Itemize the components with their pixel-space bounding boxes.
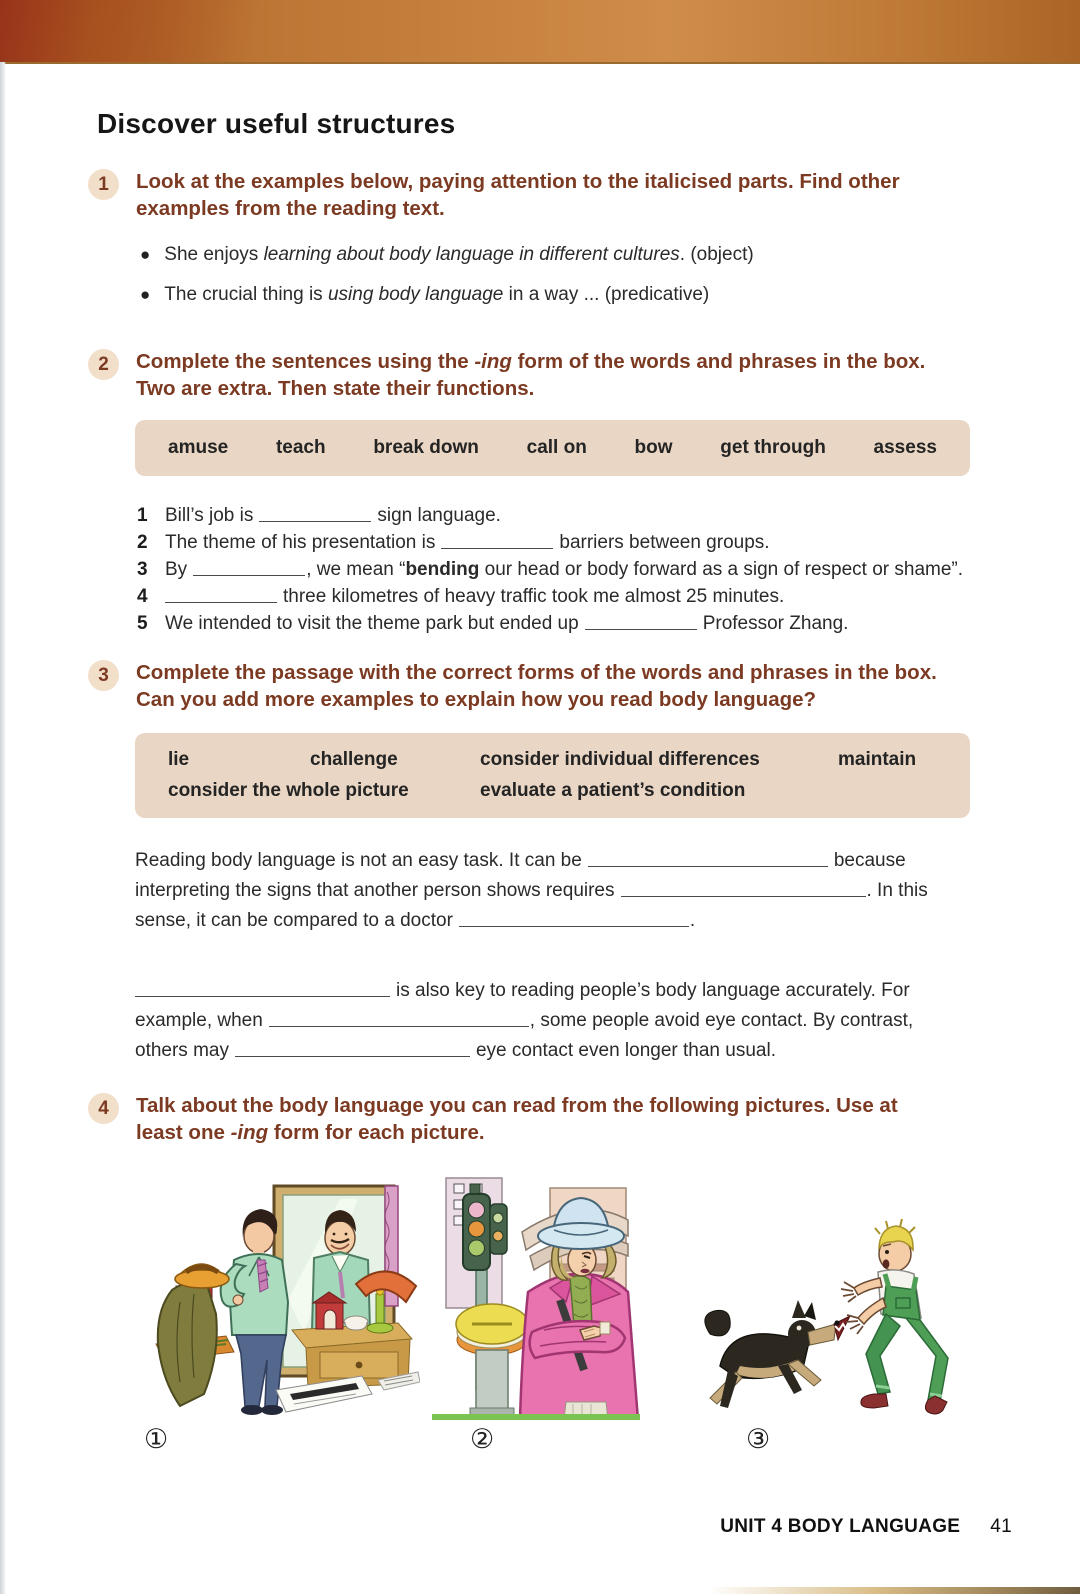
blank-line bbox=[193, 571, 305, 576]
word-box-item: teach bbox=[275, 437, 326, 458]
footer-unit-label: UNIT 4 BODY LANGUAGE bbox=[720, 1516, 961, 1537]
list-item: 4 three kilometres of heavy traffic took me almost 25 minutes. bbox=[137, 586, 785, 607]
section-1-number-badge: 1 bbox=[88, 169, 119, 200]
blank-line bbox=[235, 1052, 470, 1057]
page-title: Discover useful structures bbox=[97, 108, 456, 139]
blank-line bbox=[459, 922, 689, 927]
blank-line bbox=[585, 625, 697, 630]
bullet-1-text: She enjoys learning about body language in different cultures. (object) bbox=[164, 244, 754, 265]
picture-2-label: ② bbox=[470, 1424, 495, 1454]
top-banner bbox=[0, 0, 1080, 64]
woman-waiting-at-traffic-light-illustration bbox=[432, 1170, 640, 1420]
blank-line bbox=[441, 544, 553, 549]
word-box-item: maintain bbox=[838, 749, 917, 770]
page-content bbox=[0, 62, 1080, 1455]
blank-line bbox=[588, 862, 828, 867]
blank-line bbox=[621, 892, 866, 897]
section-3 bbox=[88, 659, 980, 713]
word-box-item: consider the whole picture bbox=[168, 780, 409, 801]
bullet-2-text: The crucial thing is using body language in a way ... (predicative) bbox=[164, 284, 710, 305]
blank-line bbox=[135, 992, 390, 997]
blank-line bbox=[165, 598, 277, 603]
pictures-row bbox=[128, 1170, 1080, 1455]
word-box-item: consider individual differences bbox=[480, 749, 760, 770]
list-item: 5 We intended to visit the theme park but ended up Professor Zhang. bbox=[137, 613, 849, 634]
word-box-item: evaluate a patient’s condition bbox=[480, 780, 746, 801]
picture-1 bbox=[128, 1182, 420, 1455]
example-bullet-2 bbox=[140, 284, 1080, 306]
section-2 bbox=[88, 348, 980, 402]
example-bullets bbox=[140, 244, 1080, 306]
word-box-item: break down bbox=[373, 437, 479, 458]
section-1-heading: Look at the examples below, paying attention to the italicised parts. Find other examples from the reading text. bbox=[136, 170, 900, 220]
man-admiring-himself-in-mirror-illustration bbox=[128, 1182, 420, 1420]
page-footer bbox=[720, 1516, 1012, 1538]
section-4 bbox=[88, 1092, 980, 1146]
blank-line bbox=[259, 517, 371, 522]
section-4-heading: Talk about the body language you can read from the following pictures. Use at least one -ing form for each picture. bbox=[136, 1094, 898, 1144]
picture-3-label: ③ bbox=[746, 1424, 771, 1454]
word-box-1 bbox=[135, 420, 970, 476]
word-box-item: challenge bbox=[310, 749, 398, 770]
word-box-item: bow bbox=[634, 437, 673, 458]
sentence-completion-list bbox=[137, 502, 969, 637]
list-item: 2 The theme of his presentation is barriers between groups. bbox=[137, 532, 770, 553]
section-4-number-badge: 4 bbox=[88, 1093, 119, 1124]
bullet-dot: ● bbox=[140, 285, 151, 304]
footer-page-number: 41 bbox=[990, 1516, 1012, 1537]
section-3-number-badge: 3 bbox=[88, 660, 119, 691]
word-box-2 bbox=[135, 733, 970, 818]
bottom-accent-bar bbox=[708, 1587, 1080, 1594]
picture-2 bbox=[432, 1170, 640, 1455]
passage-paragraph-1: Reading body language is not an easy task. It can be because interpreting the signs that another person shows requires . In this sense, it can be compared to a doctor . bbox=[135, 850, 928, 931]
bullet-dot: ● bbox=[140, 245, 151, 264]
word-box-item: call on bbox=[526, 437, 587, 458]
section-2-heading: Complete the sentences using the -ing form of the words and phrases in the box. Two are extra. Then state their functions. bbox=[136, 350, 926, 400]
boy-running-from-dog-illustration bbox=[690, 1214, 952, 1420]
word-box-item: get through bbox=[720, 437, 826, 458]
blank-line bbox=[269, 1022, 529, 1027]
example-bullet-1 bbox=[140, 244, 1080, 266]
word-box-item: amuse bbox=[168, 437, 229, 458]
section-3-heading: Complete the passage with the correct forms of the words and phrases in the box. Can you add more examples to explain how you read body language? bbox=[136, 661, 937, 711]
word-box-item: assess bbox=[873, 437, 937, 458]
passage-paragraph-2: is also key to reading people’s body language accurately. For example, when , some people avoid eye contact. By contrast, others may eye contact even longer than usual. bbox=[135, 980, 914, 1061]
list-item: 3 By , we mean “bending our head or body forward as a sign of respect or shame”. bbox=[137, 559, 964, 580]
picture-3 bbox=[690, 1214, 952, 1455]
list-item: 1 Bill’s job is sign language. bbox=[137, 505, 501, 526]
word-box-item: lie bbox=[168, 749, 190, 770]
section-2-number-badge: 2 bbox=[88, 349, 119, 380]
section-1 bbox=[88, 168, 980, 222]
picture-1-label: ① bbox=[144, 1424, 169, 1454]
